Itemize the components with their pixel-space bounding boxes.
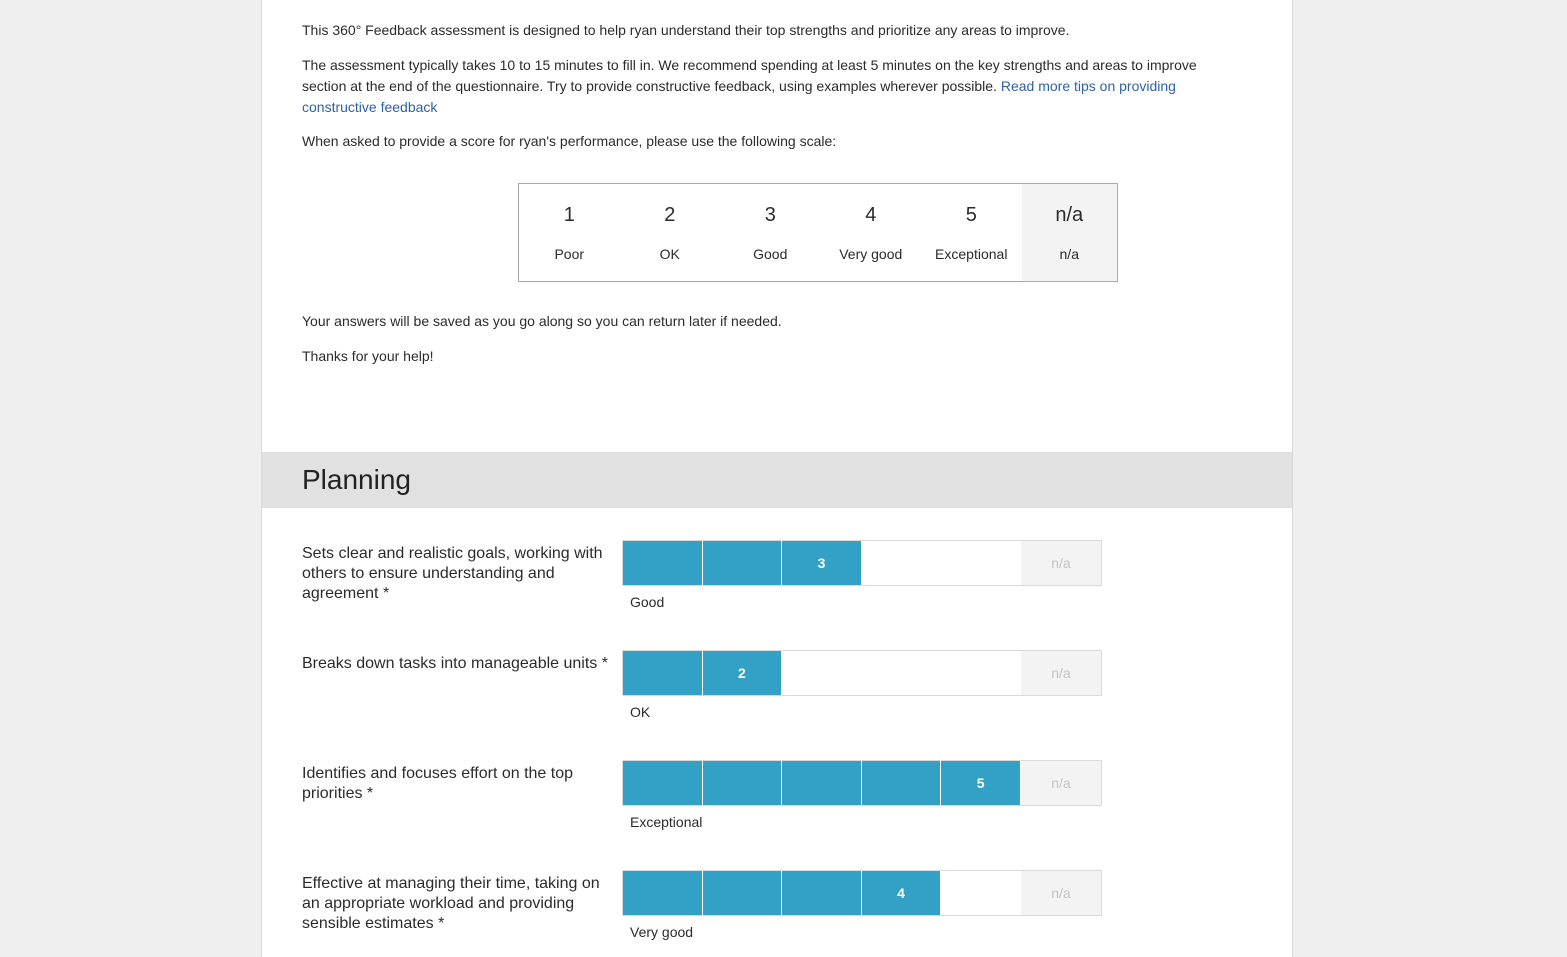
scale-number: 5 bbox=[965, 204, 977, 226]
scale-label: OK bbox=[659, 246, 680, 262]
scale-number: n/a bbox=[1055, 204, 1084, 226]
rating-caption: OK bbox=[630, 704, 651, 720]
scale-number: 3 bbox=[764, 204, 776, 226]
scale-cell-1 bbox=[519, 184, 620, 281]
intro-paragraph-thanks: Thanks for your help! bbox=[302, 348, 434, 364]
section-title: Planning bbox=[302, 464, 411, 495]
rating-option-1[interactable] bbox=[623, 761, 703, 805]
scale-cell-5 bbox=[921, 184, 1022, 281]
rating-bar bbox=[622, 760, 1102, 806]
scale-number: 4 bbox=[865, 204, 877, 226]
rating-option-5[interactable] bbox=[941, 651, 1021, 695]
question-text: Effective at managing their time, taking on an appropriate workload and providing sensible estimates * bbox=[302, 875, 600, 932]
scale-cell-na bbox=[1022, 184, 1118, 281]
scale-number: 1 bbox=[563, 204, 575, 226]
rating-option-1[interactable] bbox=[623, 541, 703, 585]
question-text: Sets clear and realistic goals, working with others to ensure understanding and agreement * bbox=[302, 545, 603, 602]
rating-caption: Very good bbox=[630, 924, 694, 940]
question-text: Breaks down tasks into manageable units * bbox=[302, 655, 608, 672]
rating-bar bbox=[622, 540, 1102, 586]
scale-label: n/a bbox=[1059, 246, 1079, 262]
scale-label: Exceptional bbox=[935, 246, 1008, 262]
rating-bar bbox=[622, 650, 1102, 696]
rating-option-na[interactable]: n/a bbox=[1021, 871, 1101, 915]
question-text: Identifies and focuses effort on the top priorities * bbox=[302, 765, 573, 802]
scale-label: Very good bbox=[839, 246, 903, 262]
rating-bar bbox=[622, 870, 1102, 916]
scale-cell-3 bbox=[720, 184, 821, 281]
rating-option-4[interactable] bbox=[862, 651, 942, 695]
rating-option-4[interactable] bbox=[862, 541, 942, 585]
rating-option-4[interactable]: 4 bbox=[862, 871, 942, 915]
rating-option-5[interactable]: 5 bbox=[941, 761, 1021, 805]
intro-duration-text: The assessment typically takes 10 to 15 minutes to fill in. We recommend spending at least 5 minutes on the key strengths and areas to improve section at the end of the questionnaire. Try to provide constructive feedback, using examples wherever possible. bbox=[302, 57, 1197, 94]
tips-link[interactable]: Read more tips on providing constructive feedback bbox=[302, 78, 1176, 115]
scale-cell-2 bbox=[620, 184, 721, 281]
rating-option-5[interactable] bbox=[941, 541, 1021, 585]
intro-paragraph-save: Your answers will be saved as you go along so you can return later if needed. bbox=[302, 313, 782, 329]
rating-option-3[interactable]: 3 bbox=[782, 541, 862, 585]
rating-option-3[interactable] bbox=[782, 871, 862, 915]
rating-caption: Good bbox=[630, 594, 665, 610]
intro-paragraph-duration bbox=[302, 55, 1222, 118]
rating-option-na[interactable]: n/a bbox=[1021, 761, 1101, 805]
rating-option-na[interactable]: n/a bbox=[1021, 651, 1101, 695]
scale-label: Good bbox=[753, 246, 788, 262]
rating-option-2[interactable] bbox=[703, 871, 783, 915]
scale-number: 2 bbox=[664, 204, 676, 226]
rating-option-3[interactable] bbox=[782, 651, 862, 695]
rating-caption: Exceptional bbox=[630, 814, 703, 830]
rating-option-5[interactable] bbox=[941, 871, 1021, 915]
scale-cell-4 bbox=[821, 184, 922, 281]
rating-option-2[interactable]: 2 bbox=[703, 651, 783, 695]
intro-paragraph-purpose: This 360° Feedback assessment is designed to help ryan understand their top strengths and prioritize any areas to improve. bbox=[302, 22, 1070, 38]
rating-option-na[interactable]: n/a bbox=[1021, 541, 1101, 585]
rating-option-2[interactable] bbox=[703, 541, 783, 585]
intro-paragraph-scale: When asked to provide a score for ryan's performance, please use the following scale: bbox=[302, 133, 837, 149]
section-header-planning bbox=[262, 452, 1292, 508]
scale-legend bbox=[518, 183, 1118, 282]
scale-label: Poor bbox=[554, 246, 585, 262]
rating-option-3[interactable] bbox=[782, 761, 862, 805]
rating-option-2[interactable] bbox=[703, 761, 783, 805]
rating-option-4[interactable] bbox=[862, 761, 942, 805]
rating-option-1[interactable] bbox=[623, 651, 703, 695]
rating-option-1[interactable] bbox=[623, 871, 703, 915]
feedback-page bbox=[261, 0, 1293, 957]
